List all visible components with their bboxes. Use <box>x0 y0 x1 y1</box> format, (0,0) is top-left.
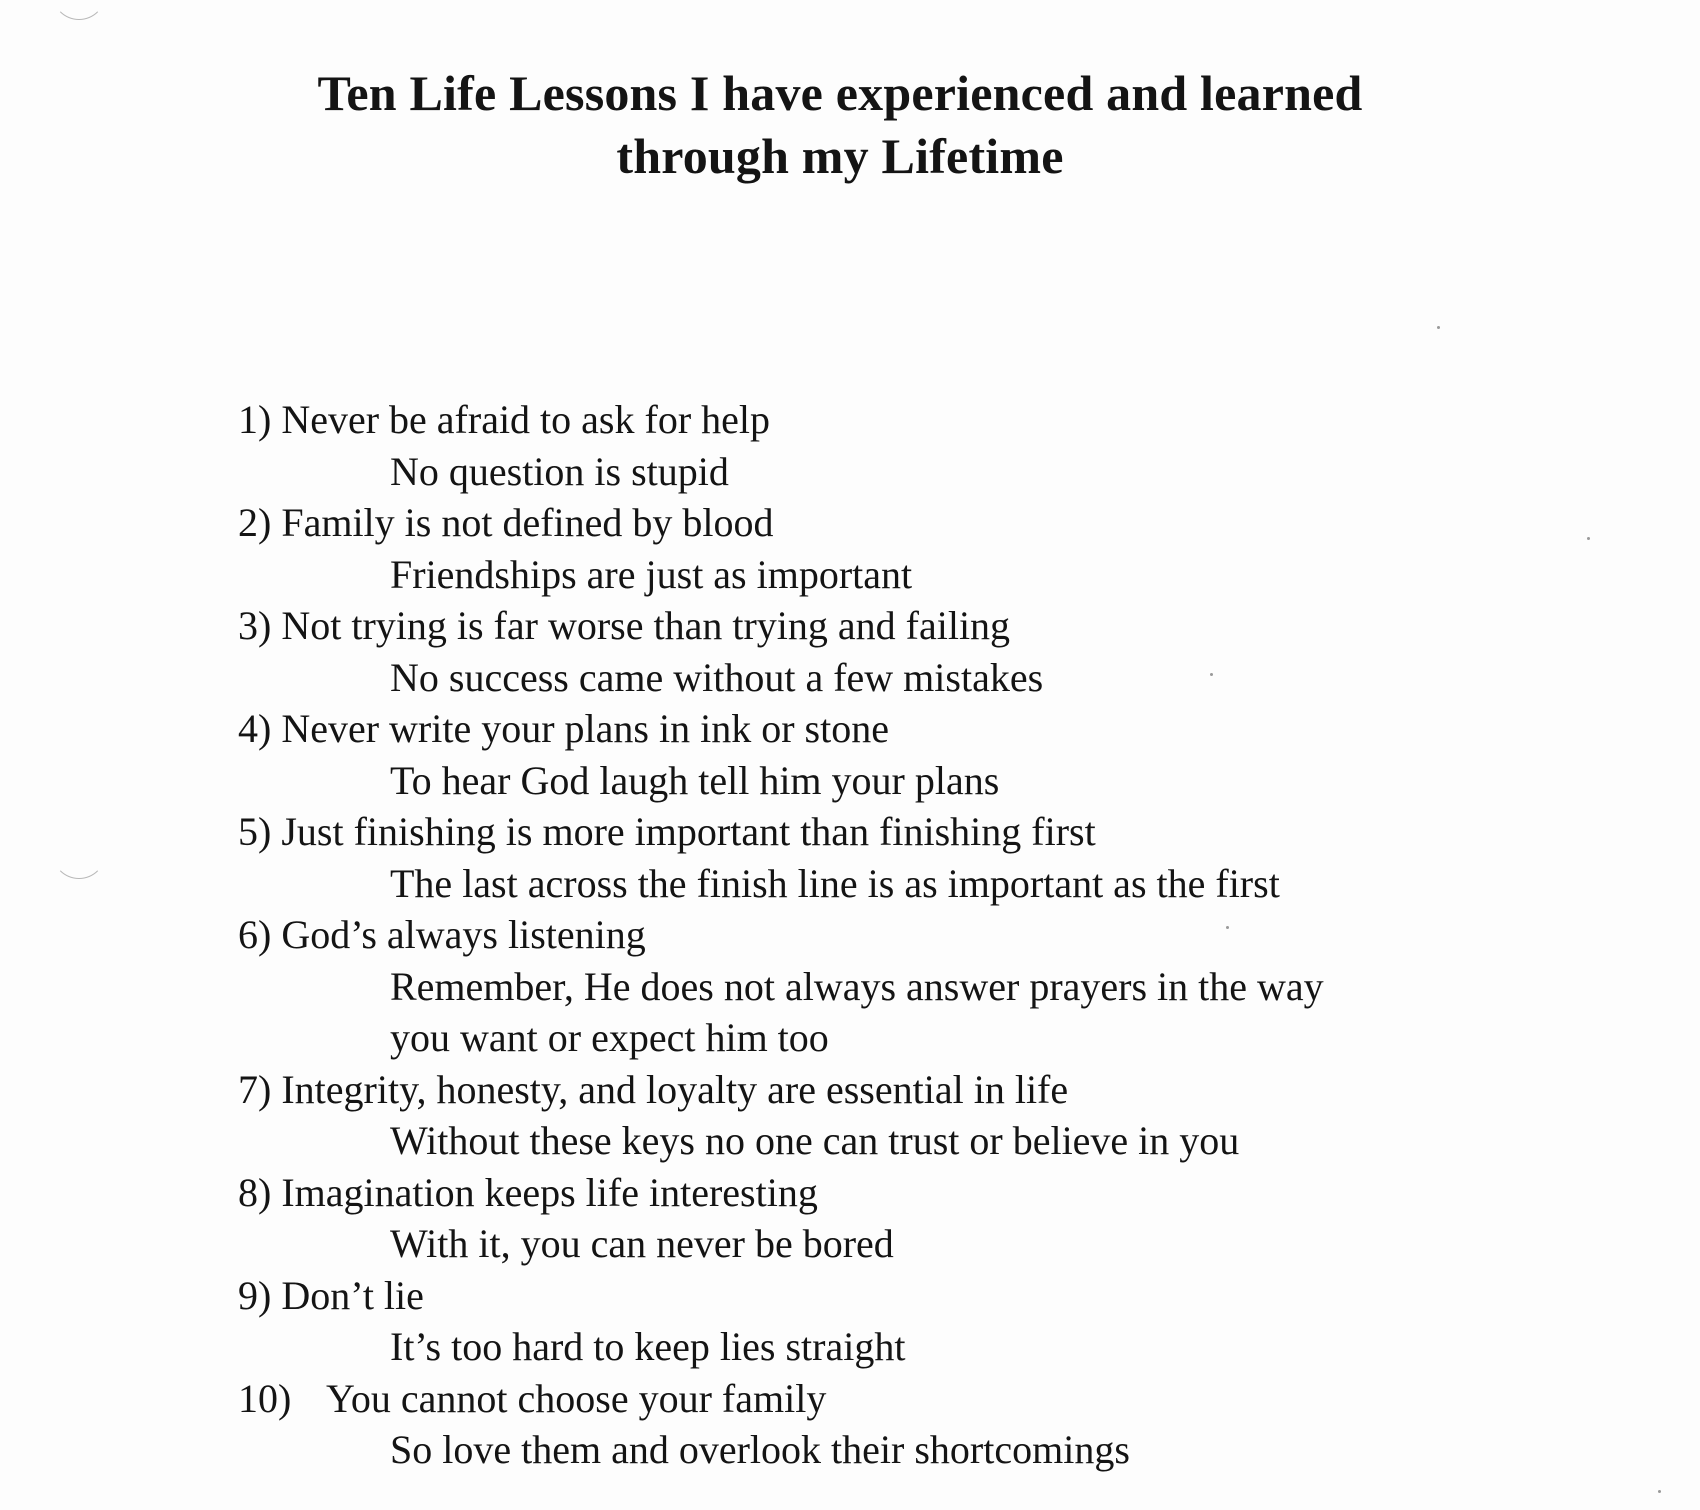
lesson-subtext: With it, you can never be bored <box>390 1221 894 1266</box>
lesson-number: 7) <box>238 1066 272 1112</box>
lesson-number: 2) <box>238 500 272 545</box>
lesson-number: 5) <box>238 809 272 854</box>
page-title <box>200 62 1480 188</box>
lesson-text: Family is not defined by blood <box>281 500 774 545</box>
lessons-list <box>238 394 1324 1476</box>
title-line-2: through my Lifetime <box>616 128 1064 184</box>
lesson-number: 1) <box>238 397 272 442</box>
lesson-text: Not trying is far worse than trying and failing <box>281 603 1011 648</box>
list-item <box>238 394 1324 497</box>
list-item <box>238 1270 1324 1373</box>
lesson-text: Never be afraid to ask for help <box>281 397 770 442</box>
punch-hole-middle <box>52 825 106 879</box>
list-item <box>238 703 1324 806</box>
lesson-text: Never write your plans in ink or stone <box>281 706 889 751</box>
lesson-subtext: Remember, He does not always answer prayers in the way <box>390 963 1324 1009</box>
lesson-subtext: you want or expect him too <box>390 1015 829 1060</box>
list-item <box>238 806 1324 909</box>
list-item <box>238 1064 1324 1167</box>
lesson-text: Just finishing is more important than finishing first <box>281 809 1096 854</box>
lesson-subtext: To hear God laugh tell him your plans <box>390 757 1000 803</box>
lesson-number: 9) <box>238 1272 272 1318</box>
list-item <box>238 1373 1324 1476</box>
lesson-number: 3) <box>238 603 272 648</box>
lesson-number: 10) <box>238 1375 292 1421</box>
lesson-text: You cannot choose your family <box>326 1375 827 1421</box>
lesson-number: 6) <box>238 912 272 957</box>
lesson-text: God’s always listening <box>281 912 646 957</box>
lesson-subtext: Friendships are just as important <box>390 551 913 597</box>
lesson-text: Imagination keeps life interesting <box>281 1169 818 1215</box>
title-line-1: Ten Life Lessons I have experienced and learned <box>317 65 1363 121</box>
lesson-subtext: The last across the finish line is as important as the first <box>390 860 1280 906</box>
lesson-subtext: So love them and overlook their shortcomings <box>390 1427 1130 1472</box>
scan-speck <box>1587 537 1590 540</box>
lesson-number: 4) <box>238 706 272 751</box>
lesson-subtext: Without these keys no one can trust or believe in you <box>390 1118 1240 1163</box>
lesson-subtext: No question is stupid <box>390 448 729 494</box>
list-item <box>238 497 1324 600</box>
punch-hole-top <box>52 0 106 20</box>
list-item <box>238 600 1324 703</box>
lesson-subtext: It’s too hard to keep lies straight <box>390 1324 906 1369</box>
list-item <box>238 909 1324 1064</box>
lesson-number: 8) <box>238 1169 272 1215</box>
scan-speck <box>1658 1490 1661 1493</box>
list-item <box>238 1167 1324 1270</box>
lesson-text: Integrity, honesty, and loyalty are essential in life <box>281 1066 1069 1112</box>
lesson-text: Don’t lie <box>281 1272 424 1318</box>
lesson-subtext: No success came without a few mistakes <box>390 654 1044 700</box>
scan-speck <box>1437 326 1440 329</box>
